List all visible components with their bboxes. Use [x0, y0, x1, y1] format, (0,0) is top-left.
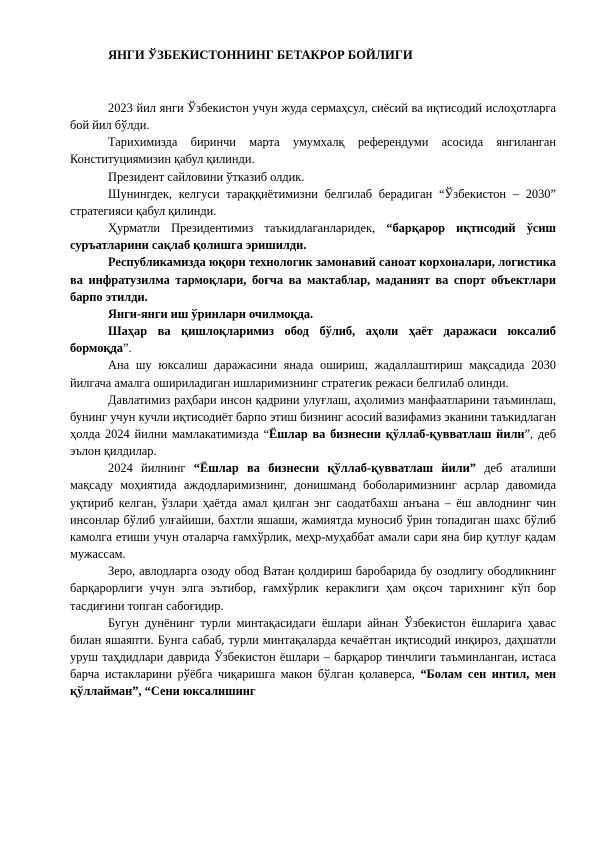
paragraph [70, 134, 556, 168]
paragraph [70, 186, 556, 220]
paragraph [70, 563, 556, 614]
document-title: ЯНГИ ЎЗБЕКИСТОННИНГ БЕТАКРОР БОЙЛИГИ [108, 48, 413, 62]
text-segment: деб аталиши мақсаду моҳиятида аждодларимизнинг, донишманд боболаримизнинг асрлар давомида уқтириб келган, ўзлари ҳаётда амал қилган энг саодатбахш анъана – ёш авлоднинг чин инсонлар бўлиб улғайиши, бахтли яшаши, жамиятда муносиб ўрин топадиган шахс бўлиб камолга етиши учун оталарча ғамхўрлик, меҳр-муҳаббат амали сари яна бир қутлуғ қадам мужассам. [70, 461, 556, 562]
text-segment: ”. [123, 341, 132, 356]
bold-text-segment: Республикамизда юқори технологик замонавий саноат корхоналари, логистика ва инфратузилма тармоқлари, боғча ва мактаблар, маданият ва спорт объектлари барпо этилди. [70, 255, 556, 304]
paragraph [70, 100, 556, 134]
text-segment: Бугун дунёнинг турли минтақасидаги ёшлари айнан Ўзбекистон ёшларига ҳавас билан яшаяпти. Бунга сабаб, турли минтақаларда кечаётган иқтисодий инқироз, даҳшатли уруш таҳдидлари даврида Ўзбекистон ёшлари – барқарор тинчлиги таъминланган, истаса барча истакларини рўёбга чиқаришга макон бўлган қолаверса, [70, 615, 556, 682]
bold-text-segment: Шаҳар ва қишлоқларимиз обод бўлиб, аҳоли ҳаёт даражаси юксалиб бормоқда [70, 324, 556, 356]
bold-text-segment: Ёшлар ва бизнесни қўллаб-қувватлаш йили [268, 426, 525, 441]
bold-text-segment: “Ёшлар ва бизнесни қўллаб-қувватлаш йили” [193, 461, 476, 476]
text-segment: 2023 йил янги Ўзбекистон учун жуда сермаҳсул, сиёсий ва иқтисодий ислоҳотларга бой йил бўлди. [70, 101, 556, 133]
text-segment: Тарихимизда биринчи марта умумхалқ референдуми асосида янгиланган Конституциямизин қабул қилинди. [70, 135, 556, 167]
paragraph [70, 220, 556, 254]
bold-text-segment: Янги-янги иш ўринлари очилмоқда. [108, 306, 314, 321]
paragraph [70, 254, 556, 305]
paragraph [70, 392, 556, 461]
text-segment: Ҳурматли Президентимиз таъкидлаганларидек, [108, 221, 387, 236]
bold-text-segment: “Болам сен интил, мен қўллайман”, “Сени юксалишинг [70, 667, 556, 699]
text-segment: 2024 йилнинг [108, 461, 194, 476]
paragraph [70, 169, 556, 186]
text-segment: Ана шу юксалиш даражасини янада ошириш, жадаллаштириш мақсадида 2030 йилгача амалга ошириладиган ишларимизнинг стратегик режаси белгилаб олинди. [70, 358, 556, 390]
text-segment: Президент сайловини ўтказиб олдик. [108, 169, 305, 184]
document-page [70, 47, 556, 700]
document-body [70, 100, 556, 700]
text-segment: Зеро, авлодларга озоду обод Ватан қолдириш баробарида бу озодлигу ободликнинг барқарорлиги учун элга эътибор, ғамхўрлик кераклиги ҳам оқсоч тарихнинг кўп бор тасдиғини топган сабоғидир. [70, 564, 556, 613]
paragraph [70, 323, 556, 357]
paragraph [70, 306, 556, 323]
paragraph [70, 357, 556, 391]
text-segment: Шунингдек, келгуси тараққиётимизни белгилаб берадиган “Ўзбекистон – 2030” стратегияси қабул қилинди. [70, 186, 556, 218]
paragraph [70, 460, 556, 563]
text-segment: Давлатимиз раҳбари инсон қадрини улуғлаш, аҳолимиз манфаатларини таъминлаш, бунинг учун кучли иқтисодиёт барпо этиш бизнинг асосий вазифамиз эканини таъкидлаган ҳолда 2024 йилни мамлакатимизда “ [70, 392, 556, 441]
title-spacer [70, 64, 556, 100]
text-segment: ”, деб эълон қилдилар. [70, 426, 556, 459]
paragraph [70, 615, 556, 701]
bold-text-segment: “барқарор иқтисодий ўсиш суръатларини сақлаб қолишга эришилди. [70, 221, 556, 253]
